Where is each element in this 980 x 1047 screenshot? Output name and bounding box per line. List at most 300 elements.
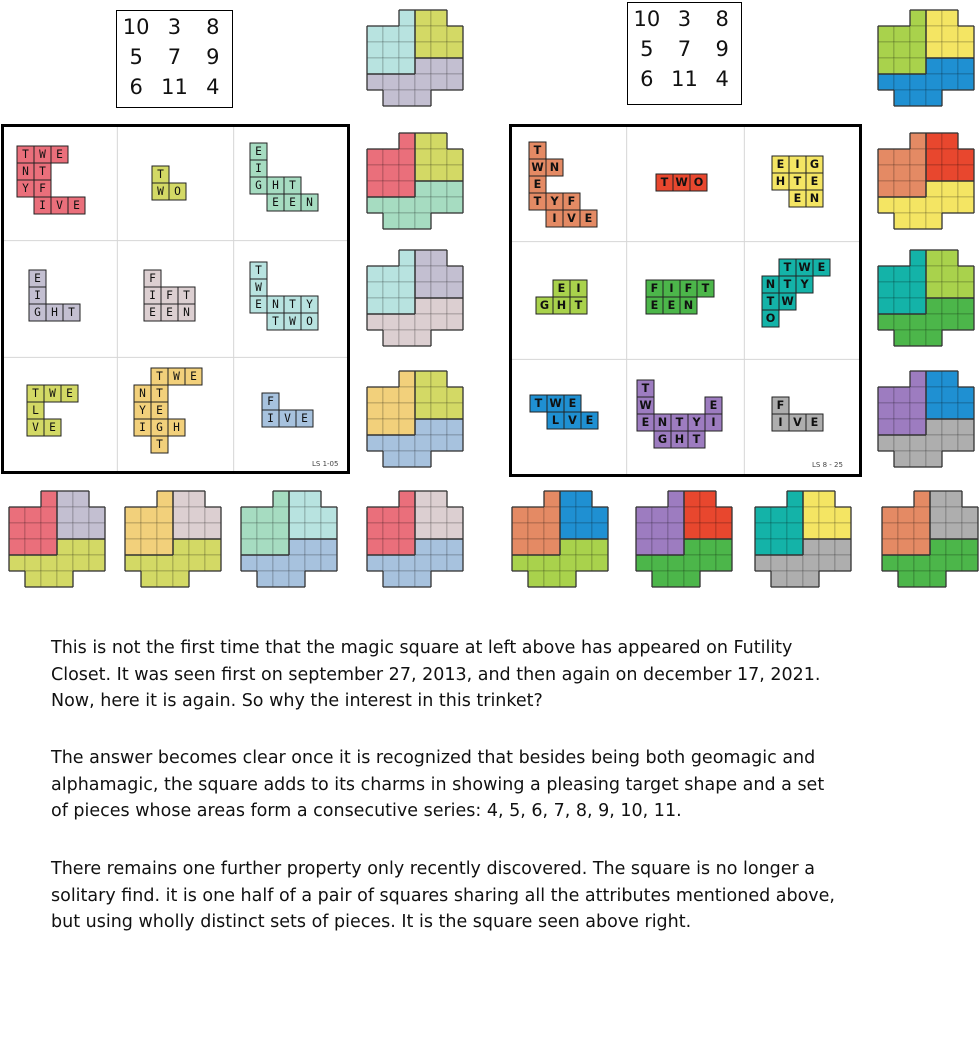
- shape-square: [447, 42, 463, 58]
- shape-square: [958, 298, 974, 314]
- shape-square: [399, 266, 415, 282]
- shape-square: [141, 555, 157, 571]
- shape-square: [576, 507, 592, 523]
- shape-square: [415, 419, 431, 435]
- number-cell: 11: [161, 75, 188, 99]
- tile-letter: T: [183, 289, 190, 303]
- tile-letter: H: [556, 299, 567, 313]
- shape-square: [819, 523, 835, 539]
- number-cell: 4: [206, 75, 220, 99]
- shape-square: [399, 250, 415, 266]
- shape-square: [544, 539, 560, 555]
- tile-letter: E: [793, 192, 802, 206]
- shape-square: [431, 539, 447, 555]
- shape-square: [157, 555, 173, 571]
- tile-letter: T: [32, 387, 39, 401]
- tile-letter: T: [534, 397, 543, 411]
- shape-square: [926, 90, 942, 106]
- shape-square: [560, 523, 576, 539]
- tile-letter: T: [157, 168, 164, 182]
- shape-square: [431, 491, 447, 507]
- shape-square: [946, 491, 962, 507]
- shape-square: [910, 90, 926, 106]
- shape-square: [205, 507, 221, 523]
- shape-square: [946, 539, 962, 555]
- shape-square: [878, 165, 894, 181]
- shape-square: [958, 266, 974, 282]
- tile-letter: T: [22, 148, 29, 162]
- shape-square: [305, 555, 321, 571]
- shape-square: [447, 539, 463, 555]
- shape-square: [910, 282, 926, 298]
- shape-square: [399, 90, 415, 106]
- shape-square: [914, 491, 930, 507]
- paragraph-line: but using wholly distinct sets of pieces. It is the square seen above right.: [51, 912, 692, 932]
- shape-square: [946, 507, 962, 523]
- shape-square: [415, 491, 431, 507]
- tile-letter: T: [701, 282, 710, 296]
- tile-letter: E: [568, 397, 577, 411]
- tile-letter: F: [267, 395, 274, 409]
- shape-square: [926, 213, 942, 229]
- shape-square: [141, 523, 157, 539]
- shape-square: [305, 507, 321, 523]
- shape-square: [173, 571, 189, 587]
- paragraph-1: [51, 635, 931, 715]
- shape-square: [914, 539, 930, 555]
- tile-letter: E: [272, 196, 279, 210]
- tile-letter: I: [552, 212, 557, 226]
- left-square-label: LS 1-05: [312, 460, 339, 468]
- shape-square: [141, 571, 157, 587]
- shape-square: [755, 555, 771, 571]
- shape-square: [383, 165, 399, 181]
- shape-square: [415, 371, 431, 387]
- shape-square: [926, 181, 942, 197]
- tile-letter: N: [272, 298, 279, 312]
- shape-square: [431, 387, 447, 403]
- tile-letter: H: [173, 421, 180, 435]
- shape-square: [819, 539, 835, 555]
- shape-square: [447, 26, 463, 42]
- shape-square: [205, 555, 221, 571]
- tile-letter: E: [66, 387, 73, 401]
- tile-letter: E: [810, 416, 819, 430]
- tile-letter: T: [255, 264, 262, 278]
- shape-square: [898, 523, 914, 539]
- shape-square: [399, 491, 415, 507]
- tile-letter: G: [657, 433, 668, 447]
- shape-square: [958, 181, 974, 197]
- shape-square: [383, 42, 399, 58]
- shape-square: [205, 523, 221, 539]
- shape-square: [894, 419, 910, 435]
- shape-square: [305, 539, 321, 555]
- tile-letter: W: [255, 281, 262, 295]
- number-cell: 9: [206, 45, 220, 69]
- tile-letter: F: [39, 182, 46, 196]
- shape-square: [431, 26, 447, 42]
- shape-square: [141, 539, 157, 555]
- tile-letter: N: [809, 192, 820, 206]
- tile-letter: Y: [692, 416, 701, 430]
- shape-square: [878, 387, 894, 403]
- shape-square: [367, 435, 383, 451]
- number-cell: 11: [671, 67, 698, 91]
- shape-square: [668, 491, 684, 507]
- tile-letter: E: [585, 414, 594, 428]
- shape-square: [125, 539, 141, 555]
- paragraph-line: Closet. It was seen first on september 27, 2013, and then again on december 17, 2021.: [51, 664, 821, 685]
- shape-square: [125, 555, 141, 571]
- shape-square: [9, 539, 25, 555]
- shape-square: [942, 42, 958, 58]
- tile-letter: T: [793, 175, 802, 189]
- shape-square: [57, 555, 73, 571]
- tile-letter: T: [692, 433, 701, 447]
- shape-square: [946, 555, 962, 571]
- tile-letter: W: [289, 315, 296, 329]
- shape-square: [321, 523, 337, 539]
- shape-square: [942, 282, 958, 298]
- shape-square: [942, 266, 958, 282]
- shape-square: [431, 435, 447, 451]
- shape-square: [894, 58, 910, 74]
- number-cell: 3: [677, 7, 692, 31]
- shape-square: [383, 451, 399, 467]
- shape-square: [383, 539, 399, 555]
- paragraph-line: There remains one further property only recently discovered. The square is no longer a: [51, 859, 816, 879]
- shape-square: [415, 451, 431, 467]
- shape-square: [241, 539, 257, 555]
- shape-square: [684, 507, 700, 523]
- shape-square: [592, 555, 608, 571]
- shape-square: [930, 523, 946, 539]
- shape-square: [367, 539, 383, 555]
- shape-square: [383, 298, 399, 314]
- shape-square: [636, 539, 652, 555]
- tile-letter: F: [166, 289, 173, 303]
- shape-square: [787, 555, 803, 571]
- shape-square: [914, 523, 930, 539]
- shape-square: [942, 165, 958, 181]
- tile-letter: F: [684, 282, 693, 296]
- tile-letter: E: [56, 148, 63, 162]
- tile-letter: N: [139, 387, 146, 401]
- shape-square: [415, 435, 431, 451]
- shape-square: [367, 74, 383, 90]
- shape-square: [942, 149, 958, 165]
- tile-letter: I: [669, 282, 674, 296]
- shape-square: [910, 250, 926, 266]
- shape-square: [835, 507, 851, 523]
- shape-square: [803, 507, 819, 523]
- paragraph-line: Now, here it is again. So why the interest in this trinket?: [51, 691, 543, 711]
- shape-square: [926, 371, 942, 387]
- shape-square: [415, 133, 431, 149]
- shape-square: [512, 539, 528, 555]
- shape-square: [41, 571, 57, 587]
- tile-letter: E: [34, 272, 41, 286]
- shape-square: [383, 74, 399, 90]
- shape-square: [910, 197, 926, 213]
- shape-square: [125, 523, 141, 539]
- tile-letter: I: [795, 158, 800, 172]
- tile-letter: E: [709, 399, 718, 413]
- shape-square: [431, 523, 447, 539]
- tile-letter: N: [657, 416, 668, 430]
- shape-square: [878, 42, 894, 58]
- shape-square: [592, 539, 608, 555]
- tile-letter: L: [551, 414, 560, 428]
- shape-square: [803, 491, 819, 507]
- shape-square: [910, 435, 926, 451]
- shape-square: [926, 197, 942, 213]
- shape-square: [926, 435, 942, 451]
- shape-square: [157, 491, 173, 507]
- shape-square: [415, 523, 431, 539]
- tile-letter: I: [149, 289, 156, 303]
- tile-letter: E: [49, 421, 56, 435]
- right-square-label: LS 8 - 25: [812, 461, 843, 469]
- shape-square: [447, 387, 463, 403]
- tile-letter: H: [272, 179, 279, 193]
- shape-square: [878, 74, 894, 90]
- shape-square: [415, 507, 431, 523]
- shape-square: [383, 435, 399, 451]
- shape-square: [962, 539, 978, 555]
- tile-letter: E: [641, 416, 650, 430]
- shape-square: [383, 58, 399, 74]
- shape-square: [894, 181, 910, 197]
- shape-square: [9, 555, 25, 571]
- shape-square: [592, 523, 608, 539]
- shape-square: [958, 197, 974, 213]
- shape-square: [415, 539, 431, 555]
- shape-square: [189, 539, 205, 555]
- tile-letter: E: [533, 178, 542, 192]
- shape-square: [652, 555, 668, 571]
- shape-square: [321, 539, 337, 555]
- tile-letter: F: [776, 399, 785, 413]
- shape-square: [447, 435, 463, 451]
- shape-square: [447, 419, 463, 435]
- number-cell: 8: [715, 7, 729, 31]
- shape-square: [399, 419, 415, 435]
- shape-square: [926, 266, 942, 282]
- shape-square: [367, 266, 383, 282]
- shape-square: [652, 507, 668, 523]
- shape-square: [878, 282, 894, 298]
- shape-square: [367, 165, 383, 181]
- shape-square: [684, 491, 700, 507]
- tile-letter: W: [798, 261, 811, 275]
- shape-square: [668, 507, 684, 523]
- shape-square: [544, 491, 560, 507]
- shape-square: [958, 149, 974, 165]
- shape-square: [926, 165, 942, 181]
- shape-square: [700, 491, 716, 507]
- shape-square: [910, 330, 926, 346]
- shape-square: [910, 133, 926, 149]
- tile-letter: V: [568, 414, 577, 428]
- shape-square: [910, 10, 926, 26]
- shape-square: [431, 74, 447, 90]
- shape-square: [415, 314, 431, 330]
- tile-letter: N: [183, 306, 190, 320]
- shape-square: [803, 571, 819, 587]
- shape-square: [652, 523, 668, 539]
- shape-square: [878, 298, 894, 314]
- shape-square: [803, 539, 819, 555]
- shape-square: [241, 507, 257, 523]
- shape-square: [771, 539, 787, 555]
- shape-square: [73, 539, 89, 555]
- number-cell: 10: [633, 7, 661, 31]
- shape-square: [894, 42, 910, 58]
- shape-square: [878, 26, 894, 42]
- tile-letter: F: [650, 282, 659, 296]
- shape-square: [383, 571, 399, 587]
- shape-square: [447, 403, 463, 419]
- tile-letter: T: [641, 382, 650, 396]
- paragraph-line: The answer becomes clear once it is recognized that besides being both geomagic and: [51, 748, 816, 768]
- shape-square: [383, 314, 399, 330]
- tile-letter: G: [34, 306, 41, 320]
- shape-square: [910, 42, 926, 58]
- shape-square: [25, 571, 41, 587]
- shape-square: [415, 197, 431, 213]
- shape-square: [399, 539, 415, 555]
- tile-letter: E: [817, 261, 826, 275]
- shape-square: [383, 555, 399, 571]
- shape-square: [415, 10, 431, 26]
- tile-letter: T: [675, 416, 684, 430]
- shape-square: [942, 197, 958, 213]
- shape-square: [431, 419, 447, 435]
- tile-letter: T: [156, 438, 163, 452]
- shape-square: [878, 403, 894, 419]
- shape-square: [803, 523, 819, 539]
- shape-square: [189, 507, 205, 523]
- tile-letter: I: [39, 199, 46, 213]
- shape-square: [942, 419, 958, 435]
- shape-square: [257, 555, 273, 571]
- shape-square: [946, 523, 962, 539]
- tile-letter: T: [660, 176, 669, 190]
- shape-square: [894, 197, 910, 213]
- shape-square: [942, 74, 958, 90]
- shape-square: [415, 403, 431, 419]
- shape-square: [544, 523, 560, 539]
- shape-square: [926, 451, 942, 467]
- shape-square: [930, 491, 946, 507]
- shape-square: [383, 266, 399, 282]
- shape-square: [367, 181, 383, 197]
- shape-square: [447, 58, 463, 74]
- shape-square: [447, 197, 463, 213]
- shape-square: [910, 74, 926, 90]
- shape-square: [383, 419, 399, 435]
- shape-square: [415, 181, 431, 197]
- shape-square: [560, 571, 576, 587]
- shape-square: [819, 507, 835, 523]
- tile-letter: E: [667, 299, 676, 313]
- shape-square: [257, 571, 273, 587]
- shape-square: [894, 282, 910, 298]
- shape-square: [125, 507, 141, 523]
- shape-square: [383, 523, 399, 539]
- shape-square: [755, 507, 771, 523]
- shape-square: [431, 507, 447, 523]
- shape-square: [926, 298, 942, 314]
- shape-square: [399, 403, 415, 419]
- shape-square: [898, 507, 914, 523]
- shape-square: [367, 507, 383, 523]
- tile-letter: N: [683, 299, 694, 313]
- shape-square: [878, 435, 894, 451]
- number-cell: 8: [206, 15, 220, 39]
- shape-square: [700, 523, 716, 539]
- shape-square: [894, 213, 910, 229]
- shape-square: [383, 197, 399, 213]
- shape-square: [560, 555, 576, 571]
- shape-square: [878, 197, 894, 213]
- shape-square: [576, 523, 592, 539]
- shape-square: [73, 523, 89, 539]
- shape-square: [755, 523, 771, 539]
- shape-square: [431, 371, 447, 387]
- shape-square: [25, 555, 41, 571]
- shape-square: [57, 507, 73, 523]
- tile-letter: T: [156, 370, 163, 384]
- shape-square: [89, 555, 105, 571]
- shape-square: [926, 149, 942, 165]
- tile-letter: E: [190, 370, 197, 384]
- shape-square: [910, 165, 926, 181]
- shape-square: [173, 539, 189, 555]
- tile-letter: T: [766, 295, 775, 309]
- tile-letter: W: [549, 397, 562, 411]
- tile-letter: G: [809, 158, 820, 172]
- shape-square: [716, 507, 732, 523]
- shape-square: [942, 387, 958, 403]
- shape-square: [958, 26, 974, 42]
- shape-square: [415, 298, 431, 314]
- shape-square: [787, 523, 803, 539]
- tile-letter: T: [156, 387, 163, 401]
- tile-letter: Y: [550, 195, 559, 209]
- shape-square: [41, 507, 57, 523]
- shape-square: [592, 507, 608, 523]
- shape-square: [930, 555, 946, 571]
- shape-square: [367, 387, 383, 403]
- shape-square: [878, 149, 894, 165]
- shape-square: [528, 523, 544, 539]
- shape-square: [926, 74, 942, 90]
- shape-square: [415, 149, 431, 165]
- shape-square: [700, 555, 716, 571]
- tile-letter: V: [567, 212, 576, 226]
- shape-square: [512, 523, 528, 539]
- shape-square: [431, 149, 447, 165]
- shape-square: [289, 555, 305, 571]
- shape-square: [942, 133, 958, 149]
- tile-letter: E: [255, 145, 262, 159]
- shape-square: [926, 58, 942, 74]
- tile-letter: W: [173, 370, 180, 384]
- shape-square: [958, 419, 974, 435]
